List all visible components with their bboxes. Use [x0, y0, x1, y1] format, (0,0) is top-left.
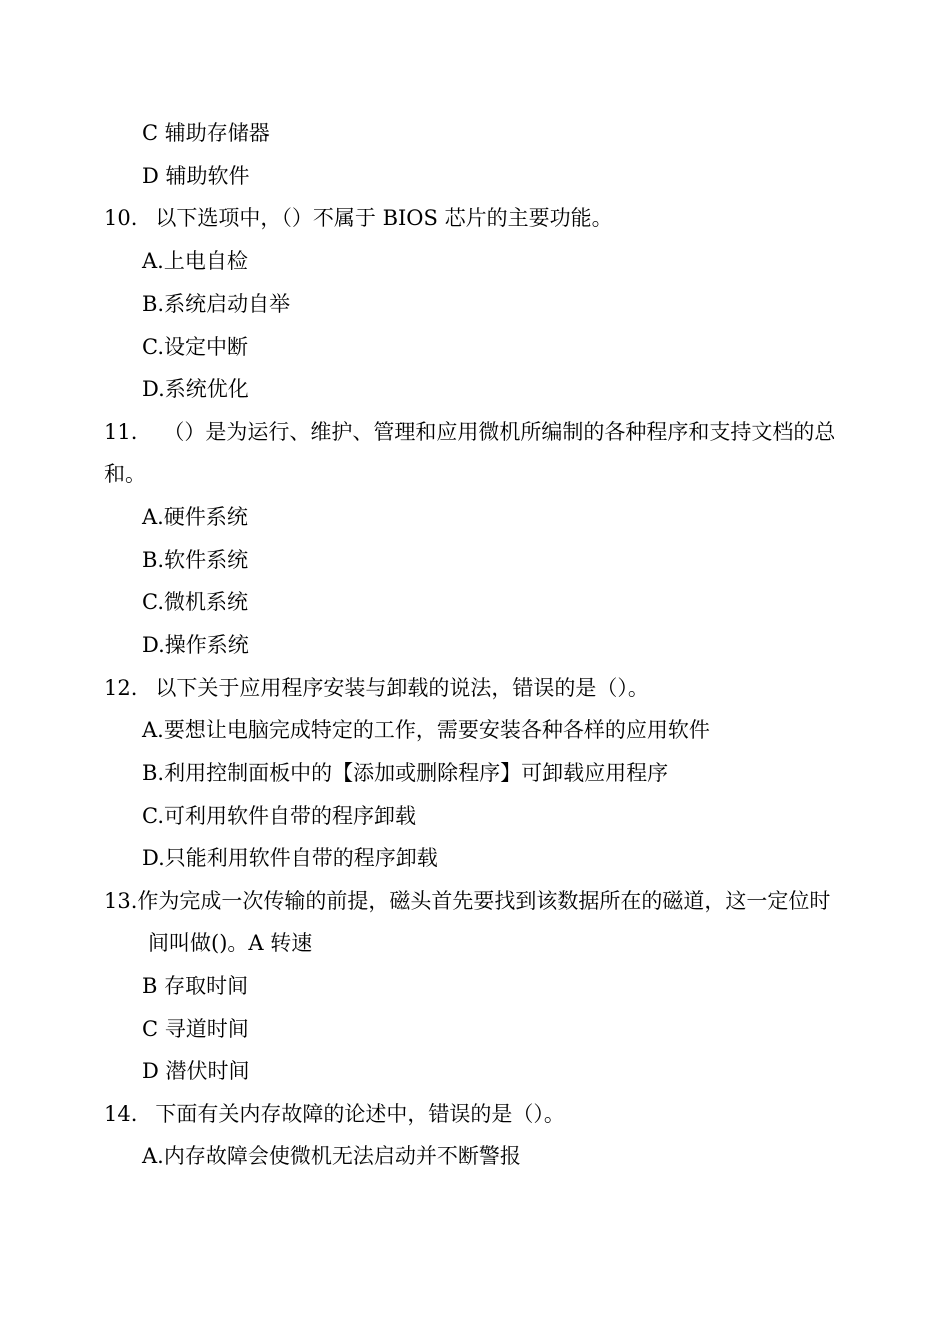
option-line: C 辅助存储器: [142, 121, 270, 145]
question-number: 13.: [104, 889, 138, 913]
question-number: 10.: [104, 206, 138, 230]
option-line: D.操作系统: [142, 633, 249, 657]
option-line: B.软件系统: [142, 548, 249, 572]
question-text-continuation: 和。: [104, 462, 146, 486]
option-line: D 辅助软件: [142, 164, 250, 188]
option-line: A.上电自检: [142, 249, 248, 273]
question-13: [104, 891, 830, 912]
question-number: 11.: [104, 420, 138, 444]
question-14: [104, 1104, 565, 1125]
option-line: A.内存故障会使微机无法启动并不断警报: [142, 1144, 521, 1168]
question-text: 作为完成一次传输的前提，磁头首先要找到该数据所在的磁道，这一定位时: [137, 889, 831, 913]
question-11: [104, 422, 835, 443]
question-number: 12.: [104, 676, 138, 700]
option-line: C.设定中断: [142, 335, 248, 359]
option-line: B 存取时间: [142, 974, 249, 998]
question-12: [104, 678, 649, 699]
option-line: D 潜伏时间: [142, 1059, 250, 1083]
option-line: C.可利用软件自带的程序卸载: [142, 804, 416, 828]
question-text: 以下选项中，（）不属于 BIOS 芯片的主要功能。: [155, 206, 613, 230]
question-number: 14.: [104, 1102, 138, 1126]
question-10: [104, 208, 613, 229]
question-text-continuation: 间叫做()。A 转速: [148, 931, 313, 955]
option-line: B.系统启动自举: [142, 292, 291, 316]
question-text: 下面有关内存故障的论述中，错误的是（）。: [155, 1102, 565, 1126]
option-line: A.硬件系统: [142, 505, 248, 529]
question-text: 以下关于应用程序安装与卸载的说法，错误的是（）。: [155, 676, 649, 700]
option-line: C 寻道时间: [142, 1017, 249, 1041]
option-line: B.利用控制面板中的【添加或删除程序】可卸载应用程序: [142, 761, 669, 785]
question-text: （）是为运行、维护、管理和应用微机所编制的各种程序和支持文档的总: [163, 420, 836, 444]
option-line: C.微机系统: [142, 590, 248, 614]
option-line: D.只能利用软件自带的程序卸载: [142, 846, 438, 870]
option-line: D.系统优化: [142, 377, 249, 401]
option-line: A.要想让电脑完成特定的工作，需要安装各种各样的应用软件: [142, 718, 710, 742]
